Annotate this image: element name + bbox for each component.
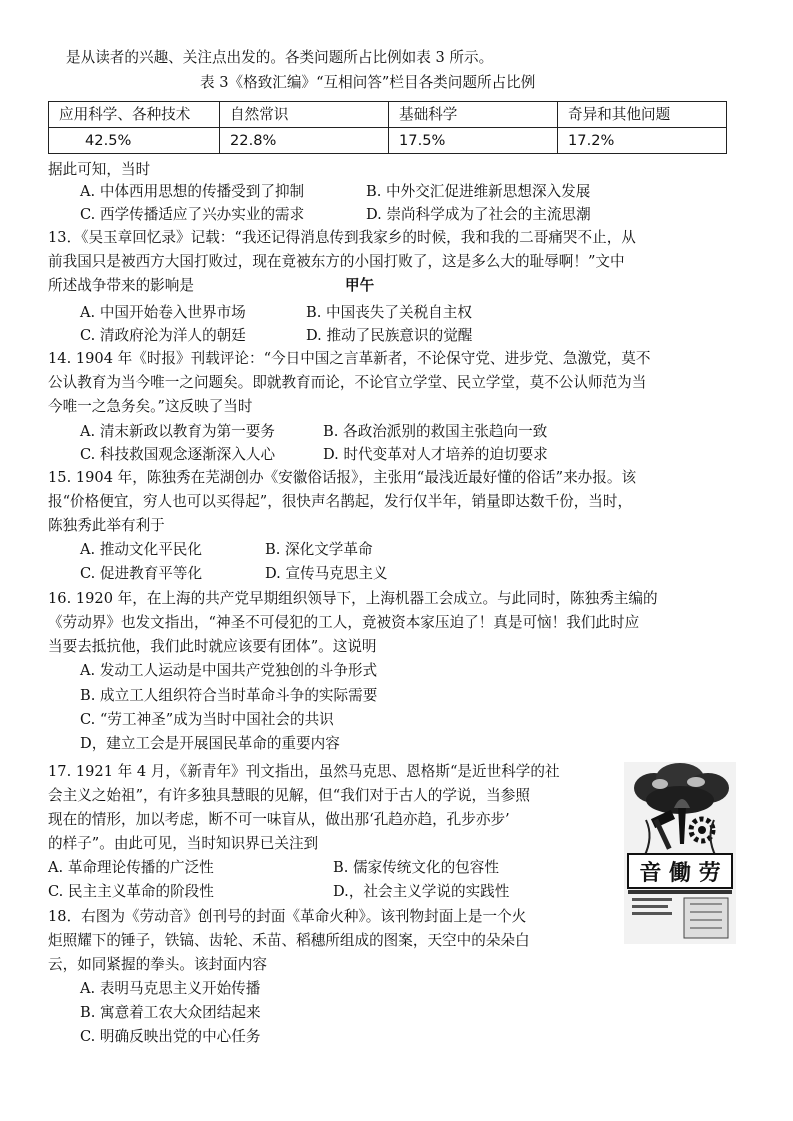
q14-stem-line: 14. 1904 年《时报》刊载评论：“今日中国之言革新者，不论保守党、进步党、急激党，莫不 xyxy=(48,350,651,367)
laodongyin-cover-image xyxy=(624,762,736,944)
table-value-row xyxy=(49,128,727,154)
q15-option-c[interactable]: C. 促进教育平等化 xyxy=(80,565,203,582)
q16-option-a[interactable]: A. 发动工人运动是中国共产党独创的斗争形式 xyxy=(80,662,378,679)
table-value-cell: 17.5% xyxy=(389,128,558,154)
q17-stem-line: 会主义之始祖”，有许多独具慧眼的见解，但“我们对于古人的学说，当参照 xyxy=(48,787,530,804)
q13-option-b[interactable]: B. 中国丧失了关税自主权 xyxy=(306,304,472,321)
q12-option-c[interactable]: C. 西学传播适应了兴办实业的需求 xyxy=(80,206,305,223)
table-header-cell: 自然常识 xyxy=(220,102,389,128)
q13-option-d[interactable]: D. 推动了民族意识的觉醒 xyxy=(306,327,473,344)
ratio-table xyxy=(48,101,727,154)
q14-stem-line: 公认教育为当今唯一之问题矣。即就教育而论，不论官立学堂、民立学堂，莫不公认师范为当 xyxy=(48,374,647,391)
q15-option-b[interactable]: B. 深化文学革命 xyxy=(265,541,373,558)
q13-stem-line: 13．《吴玉章回忆录》记载：“我还记得消息传到我家乡的时候，我和我的二哥痛哭不止，从 xyxy=(48,229,636,246)
q12-option-a[interactable]: A. 中体西用思想的传播受到了抑制 xyxy=(80,183,305,200)
q15-stem-line: 报“价格便宜，穷人也可以买得起”，很快声名鹊起，发行仅半年，销量即达数千份，当时， xyxy=(48,493,633,510)
q17-option-b[interactable]: B. 儒家传统文化的包容性 xyxy=(333,859,499,876)
table-value-cell: 17.2% xyxy=(558,128,727,154)
q15-option-a[interactable]: A. 推动文化平民化 xyxy=(80,541,202,558)
table-header-cell: 基础科学 xyxy=(389,102,558,128)
q15-stem-line: 15. 1904 年，陈独秀在芜湖创办《安徽俗话报》，主张用“最浅近最好懂的俗话”来办报。该 xyxy=(48,469,637,486)
q17-stem-line: 的样子”。由此可见，当时知识界已关注到 xyxy=(48,835,319,852)
q13-option-c[interactable]: C. 清政府沦为洋人的朝廷 xyxy=(80,327,246,344)
q14-option-b[interactable]: B. 各政治派别的救国主张趋向一致 xyxy=(323,423,548,440)
q14-stem-line: 今唯一之急务矣。”这反映了当时 xyxy=(48,398,253,415)
q13-handwritten-tag: 甲午 xyxy=(345,277,375,294)
q14-option-d[interactable]: D. 时代变革对人才培养的迫切要求 xyxy=(323,446,548,463)
q16-option-b[interactable]: B. 成立工人组织符合当时革命斗争的实际需要 xyxy=(80,687,378,704)
q13-stem-line: 前我国只是被西方大国打败过，现在竟被东方的小国打败了，这是多么大的耻辱啊！”文中 xyxy=(48,253,625,270)
table-header-cell: 应用科学、各种技术 xyxy=(49,102,220,128)
table-header-cell: 奇异和其他问题 xyxy=(558,102,727,128)
q16-stem-line: 当要去抵抗他，我们此时就应该要有团体”。这说明 xyxy=(48,638,377,655)
q14-option-a[interactable]: A. 清末新政以教育为第一要务 xyxy=(80,423,275,440)
q16-stem-line: 16. 1920 年，在上海的共产党早期组织领导下，上海机器工会成立。与此同时，陈独秀主编的 xyxy=(48,590,658,607)
q17-option-c[interactable]: C. 民主主义革命的阶段性 xyxy=(48,883,214,900)
q17-option-d[interactable]: D.，社会主义学说的实践性 xyxy=(333,883,510,900)
q13-stem-line: 所述战争带来的影响是 xyxy=(48,277,194,294)
table-caption: 表 3《格致汇编》“互相问答”栏目各类问题所占比例 xyxy=(200,74,536,91)
q12-option-d[interactable]: D. 崇尚科学成为了社会的主流思潮 xyxy=(366,206,591,223)
q12-option-b[interactable]: B. 中外交汇促进维新思想深入发展 xyxy=(366,183,591,200)
q18-stem-line: 炬照耀下的锤子，铁镐、齿轮、禾苗、稻穗所组成的图案，天空中的朵朵白 xyxy=(48,932,530,949)
q18-stem-line: 云，如同紧握的拳头。该封面内容 xyxy=(48,956,267,973)
table-header-row xyxy=(49,102,727,128)
cover-masthead: 音 働 劳 xyxy=(639,860,721,886)
q16-option-c[interactable]: C. “劳工神圣”成为当时中国社会的共识 xyxy=(80,711,334,728)
q15-stem-line: 陈独秀此举有利于 xyxy=(48,517,165,534)
q15-option-d[interactable]: D. 宣传马克思主义 xyxy=(265,565,388,582)
q16-option-d[interactable]: D，建立工会是开展国民革命的重要内容 xyxy=(80,735,340,752)
table-value-cell: 22.8% xyxy=(220,128,389,154)
q12-stem: 据此可知，当时 xyxy=(48,161,151,178)
q18-option-b[interactable]: B. 寓意着工农大众团结起来 xyxy=(80,1004,261,1021)
q18-option-c[interactable]: C. 明确反映出党的中心任务 xyxy=(80,1028,261,1045)
q17-stem-line: 17. 1921 年 4 月，《新青年》刊文指出，虽然马克思、恩格斯“是近世科学的社 xyxy=(48,763,560,780)
q16-stem-line: 《劳动界》也发文指出，“神圣不可侵犯的工人，竟被资本家压迫了！真是可恼！我们此时应 xyxy=(48,614,640,631)
q14-option-c[interactable]: C. 科技救国观念逐渐深入人心 xyxy=(80,446,276,463)
q13-option-a[interactable]: A. 中国开始卷入世界市场 xyxy=(80,304,246,321)
q17-option-a[interactable]: A. 革命理论传播的广泛性 xyxy=(48,859,214,876)
q18-option-a[interactable]: A. 表明马克思主义开始传播 xyxy=(80,980,261,997)
table-value-cell: 42.5% xyxy=(49,128,220,154)
cover-illustration xyxy=(624,762,736,944)
q18-stem-line: 18．右图为《劳动音》创刊号的封面《革命火种》。该刊物封面上是一个火 xyxy=(48,908,527,925)
q17-stem-line: 现在的情形，加以考虑，断不可一味盲从，做出那‘孔趋亦趋，孔步亦步’ xyxy=(48,811,510,828)
intro-line: 是从读者的兴趣、关注点出发的。各类问题所占比例如表 3 所示。 xyxy=(66,49,494,66)
